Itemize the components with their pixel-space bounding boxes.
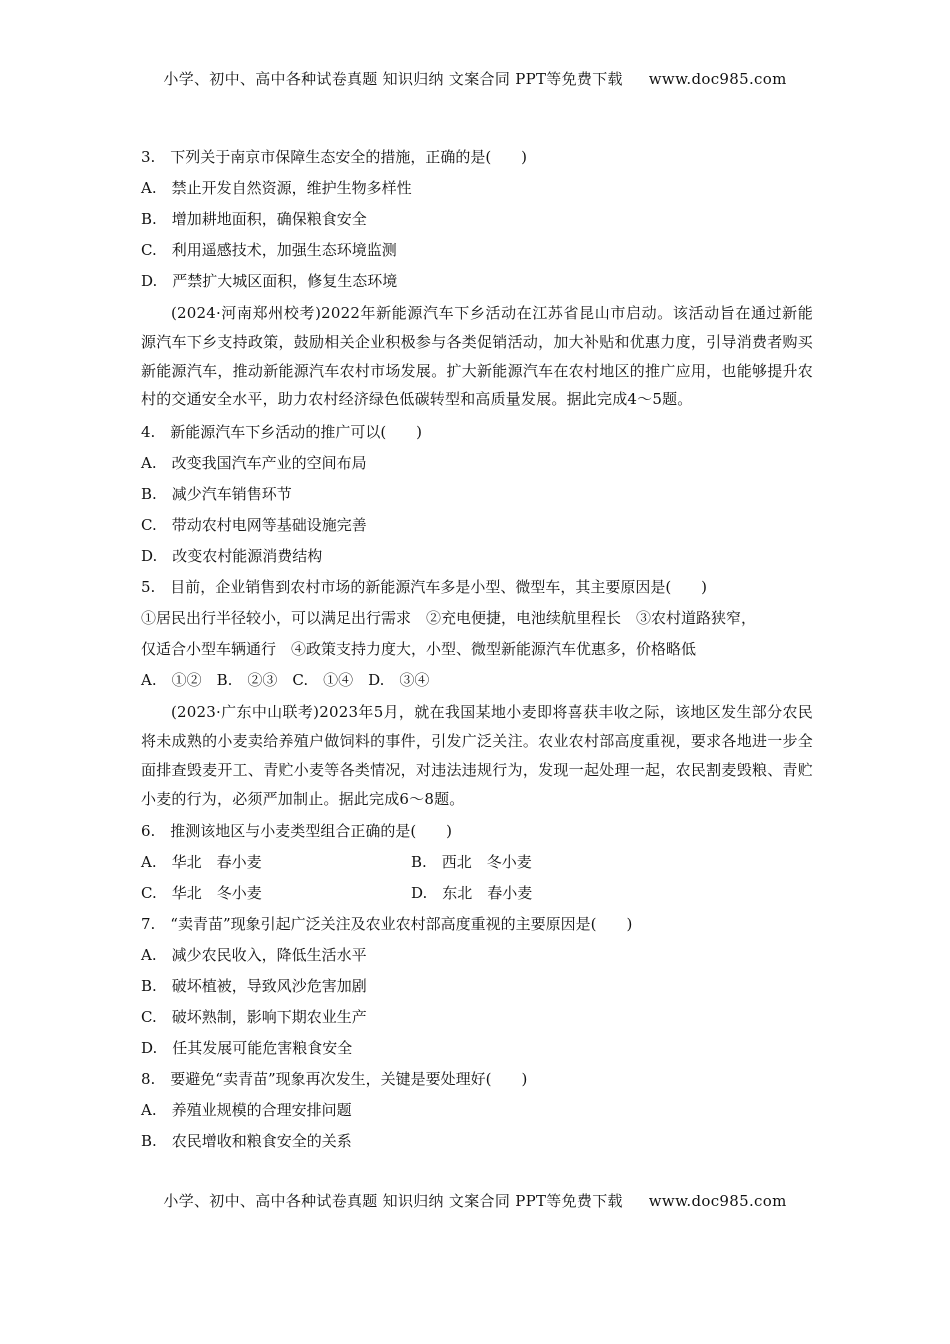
option-row (141, 847, 813, 878)
statements-line-2: 仅适合小型车辆通行 ④政策支持力度大，小型、微型新能源汽车优惠多，价格略低 (141, 640, 697, 659)
question-4 (141, 417, 813, 572)
passage-green-wheat: (2023·广东中山联考)2023年5月，就在我国某地小麦即将喜获丰收之际，该地区发生部分农民将未成熟的小麦卖给养殖户做饲料的事件，引发广泛关注。农业农村部高度重视，要求各地进一步全面排查毁麦开工、青贮小麦等各类情况，对违法违规行为，发现一起处理一起，农民割麦毁粮、青贮小麦的行为，必须严加制止。据此完成6～8题。 (141, 703, 813, 808)
question-3 (141, 142, 813, 297)
question-stem: 3. 下列关于南京市保障生态安全的措施，正确的是( ) (141, 148, 528, 166)
passage-new-energy-vehicles: (2024·河南郑州校考)2022年新能源汽车下乡活动在江苏省昆山市启动。该活动旨在通过新能源汽车下乡支持政策，鼓励相关企业积极参与各类促销活动，加大补贴和优惠力度，引导消费者购买新能源汽车，推动新能源汽车农村市场发展。扩大新能源汽车在农村地区的推广应用，也能够提升农村的交通安全水平，助力农村经济绿色低碳转型和高质量发展。据此完成4～5题。 (141, 304, 813, 409)
option-b: B. 农民增收和粮食安全的关系 (141, 1132, 352, 1151)
option-b: B. 增加耕地面积，确保粮食安全 (141, 210, 367, 228)
footer-text: 小学、初中、高中各种试卷真题 知识归纳 文案合同 PPT等免费下载 (163, 1192, 623, 1210)
header-url[interactable]: www.doc985.com (648, 70, 787, 88)
question-stem: 7. “卖青苗”现象引起广泛关注及农业农村部高度重视的主要原因是( ) (141, 915, 633, 934)
statements-line-1: ①居民出行半径较小，可以满足出行需求 ②充电便捷，电池续航里程长 ③农村道路狭窄， (141, 609, 757, 628)
option-row (141, 878, 813, 909)
option-a: A. 减少农民收入，降低生活水平 (141, 946, 367, 965)
option-b: B. 破坏植被，导致风沙危害加剧 (141, 977, 367, 996)
option-d: D. 改变农村能源消费结构 (141, 547, 323, 566)
option-a: A. 养殖业规模的合理安排问题 (141, 1101, 352, 1120)
option-a: A. 禁止开发自然资源，维护生物多样性 (141, 179, 412, 197)
option-b: B. 减少汽车销售环节 (141, 485, 292, 504)
answer-options: A. ①② B. ②③ C. ①④ D. ③④ (141, 671, 430, 690)
option-c: C. 带动农村电网等基础设施完善 (141, 516, 367, 535)
option-a: A. 改变我国汽车产业的空间布局 (141, 454, 367, 473)
page-header (0, 68, 950, 89)
header-text: 小学、初中、高中各种试卷真题 知识归纳 文案合同 PPT等免费下载 (163, 70, 623, 88)
option-d: D. 严禁扩大城区面积，修复生态环境 (141, 272, 398, 290)
question-stem: 8. 要避免“卖青苗”现象再次发生，关键是要处理好( ) (141, 1070, 528, 1089)
option-a: A. 华北 春小麦 (141, 853, 262, 872)
exam-content (141, 142, 813, 1157)
footer-url[interactable]: www.doc985.com (648, 1192, 787, 1210)
question-6 (141, 816, 813, 909)
option-d: D. 任其发展可能危害粮食安全 (141, 1039, 353, 1058)
option-c: C. 利用遥感技术，加强生态环境监测 (141, 241, 397, 259)
question-7 (141, 909, 813, 1064)
question-8 (141, 1064, 813, 1157)
question-stem: 6. 推测该地区与小麦类型组合正确的是( ) (141, 822, 453, 841)
question-5 (141, 572, 813, 696)
option-d: D. 东北 春小麦 (411, 884, 533, 903)
option-c: C. 华北 冬小麦 (141, 884, 262, 903)
question-stem: 5. 目前，企业销售到农村市场的新能源汽车多是小型、微型车，其主要原因是( ) (141, 578, 708, 597)
question-stem: 4. 新能源汽车下乡活动的推广可以( ) (141, 423, 423, 442)
option-c: C. 破坏熟制，影响下期农业生产 (141, 1008, 367, 1027)
option-b: B. 西北 冬小麦 (411, 853, 532, 872)
page-footer (0, 1190, 950, 1211)
